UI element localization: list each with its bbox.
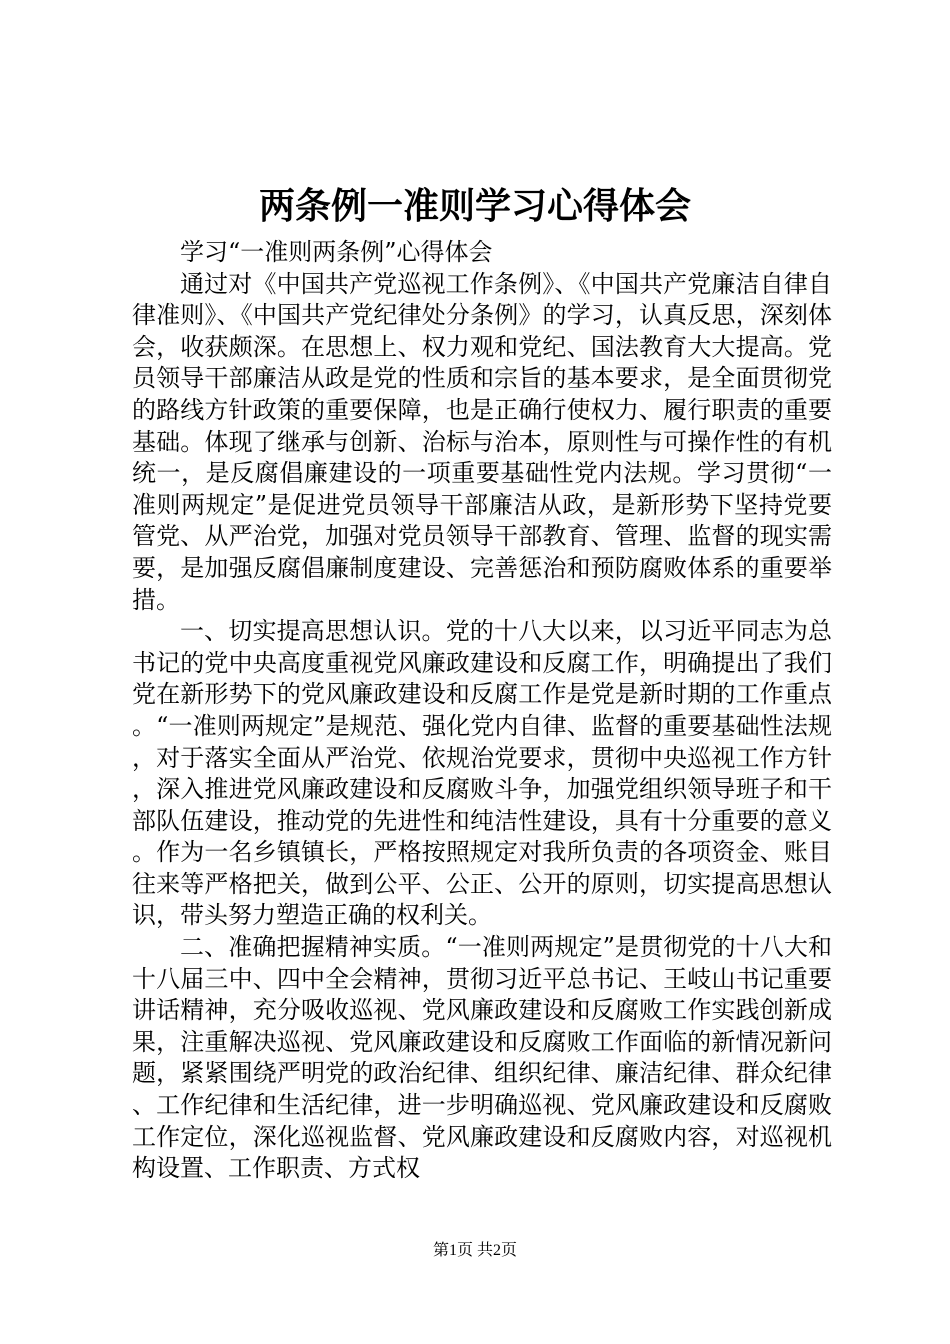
document-body (132, 237, 832, 1185)
subtitle-paragraph: 学习“一准则两条例”心得体会 (180, 238, 493, 266)
intro-paragraph: 通过对《中国共产党巡视工作条例》、《中国共产党廉洁自律自律准则》、《中国共产党纪律处分条例》的学习，认真反思，深刻体会，收获颇深。在思想上、权力观和党纪、国法教育大大提高。党员领导干部廉洁从政是党的性质和宗旨的基本要求，是全面贯彻党的路线方针政策的重要保障，也是正确行使权力、履行职责的重要基础。体现了继承与创新、治标与治本，原则性与可操作性的有机统一，是反腐倡廉建设的一项重要基础性党内法规。学习贯彻“一准则两规定”是促进党员领导干部廉洁从政，是新形势下坚持党要管党、从严治党，加强对党员领导干部教育、管理、监督的现实需要，是加强反腐倡廉制度建设、完善惩治和预防腐败体系的重要举措。 (132, 269, 832, 614)
section-two-paragraph: 二、准确把握精神实质。“一准则两规定”是贯彻党的十八大和十八届三中、四中全会精神，贯彻习近平总书记、王岐山书记重要讲话精神，充分吸收巡视、党风廉政建设和反腐败工作实践创新成果，注重解决巡视、党风廉政建设和反腐败工作面临的新情况新问题，紧紧围绕严明党的政治纪律、组织纪律、廉洁纪律、群众纪律、工作纪律和生活纪律，进一步明确巡视、党风廉政建设和反腐败工作定位，深化巡视监督、党风廉政建设和反腐败内容，对巡视机构设置、工作职责、方式权 (132, 933, 832, 1183)
page-footer: 第1页 共2页 (432, 1242, 517, 1259)
section-one-paragraph: 一、切实提高思想认识。党的十八大以来，以习近平同志为总书记的党中央高度重视党风廉政建设和反腐工作，明确提出了我们党在新形势下的党风廉政建设和反腐工作是党是新时期的工作重点。“一准则两规定”是规范、强化党内自律、监督的重要基础性法规，对于落实全面从严治党、依规治党要求，贯彻中央巡视工作方针，深入推进党风廉政建设和反腐败斗争，加强党组织领导班子和干部队伍建设，推动党的先进性和纯洁性建设，具有十分重要的意义。作为一名乡镇镇长，严格按照规定对我所负责的各项资金、账目往来等严格把关，做到公平、公正、公开的原则，切实提高思想认识，带头努力塑造正确的权利关。 (132, 617, 832, 930)
document-title: 两条例一准则学习心得体会 (258, 185, 691, 227)
